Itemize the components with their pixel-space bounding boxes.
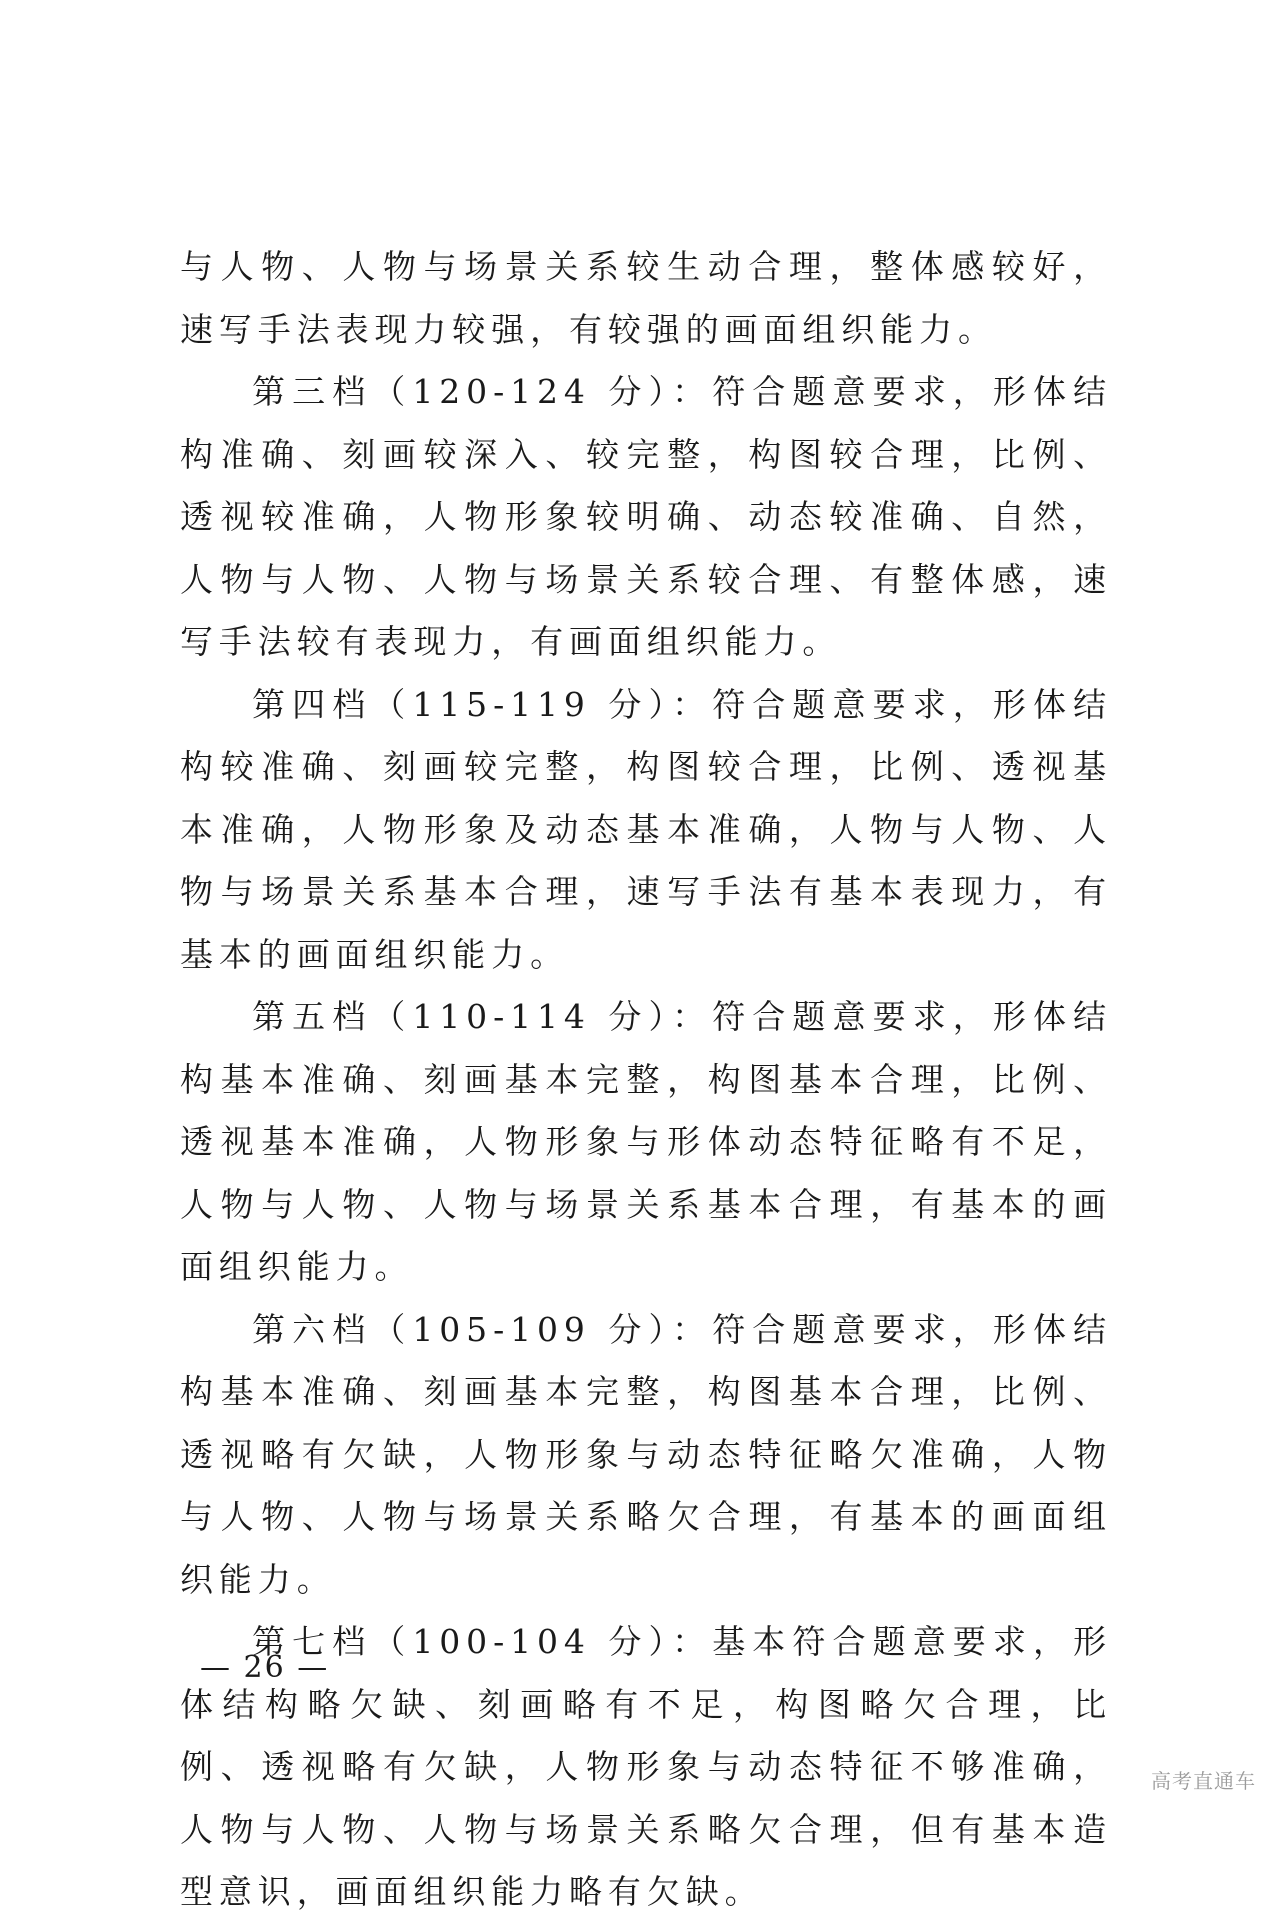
paragraph-tier-5: 第五档（110-114 分）：符合题意要求，形体结构基本准确、刻画基本完整，构图基本合理，比例、透视基本准确，人物形象与形体动态特征略有不足，人物与人物、人物与场景关系基本合理，有基本的画面组织能力。 — [180, 997, 1112, 1286]
paragraph-tier-7: 第七档（100-104 分）：基本符合题意要求，形体结构略欠缺、刻画略有不足，构图略欠合理，比例、透视略有欠缺，人物形象与动态特征不够准确，人物与人物、人物与场景关系略欠合理，但有基本造型意识，画面组织能力略有欠缺。 — [180, 1622, 1112, 1911]
page-number: — 26 — — [200, 1650, 330, 1685]
paragraph-continuation: 与人物、人物与场景关系较生动合理，整体感较好，速写手法表现力较强，有较强的画面组织能力。 — [180, 247, 1112, 349]
watermark: 高考直通车 — [1151, 1769, 1256, 1793]
paragraph-tier-3: 第三档（120-124 分）：符合题意要求，形体结构准确、刻画较深入、较完整，构图较合理，比例、透视较准确，人物形象较明确、动态较准确、自然，人物与人物、人物与场景关系较合理、有整体感，速写手法较有表现力，有画面组织能力。 — [180, 372, 1112, 661]
paragraph-tier-4: 第四档（115-119 分）：符合题意要求，形体结构较准确、刻画较完整，构图较合理，比例、透视基本准确，人物形象及动态基本准确，人物与人物、人物与场景关系基本合理，速写手法有基本表现力，有基本的画面组织能力。 — [180, 684, 1112, 974]
paragraph-tier-6: 第六档（105-109 分）：符合题意要求，形体结构基本准确、刻画基本完整，构图基本合理，比例、透视略有欠缺，人物形象与动态特征略欠准确，人物与人物、人物与场景关系略欠合理，有基本的画面组织能力。 — [180, 1309, 1112, 1599]
